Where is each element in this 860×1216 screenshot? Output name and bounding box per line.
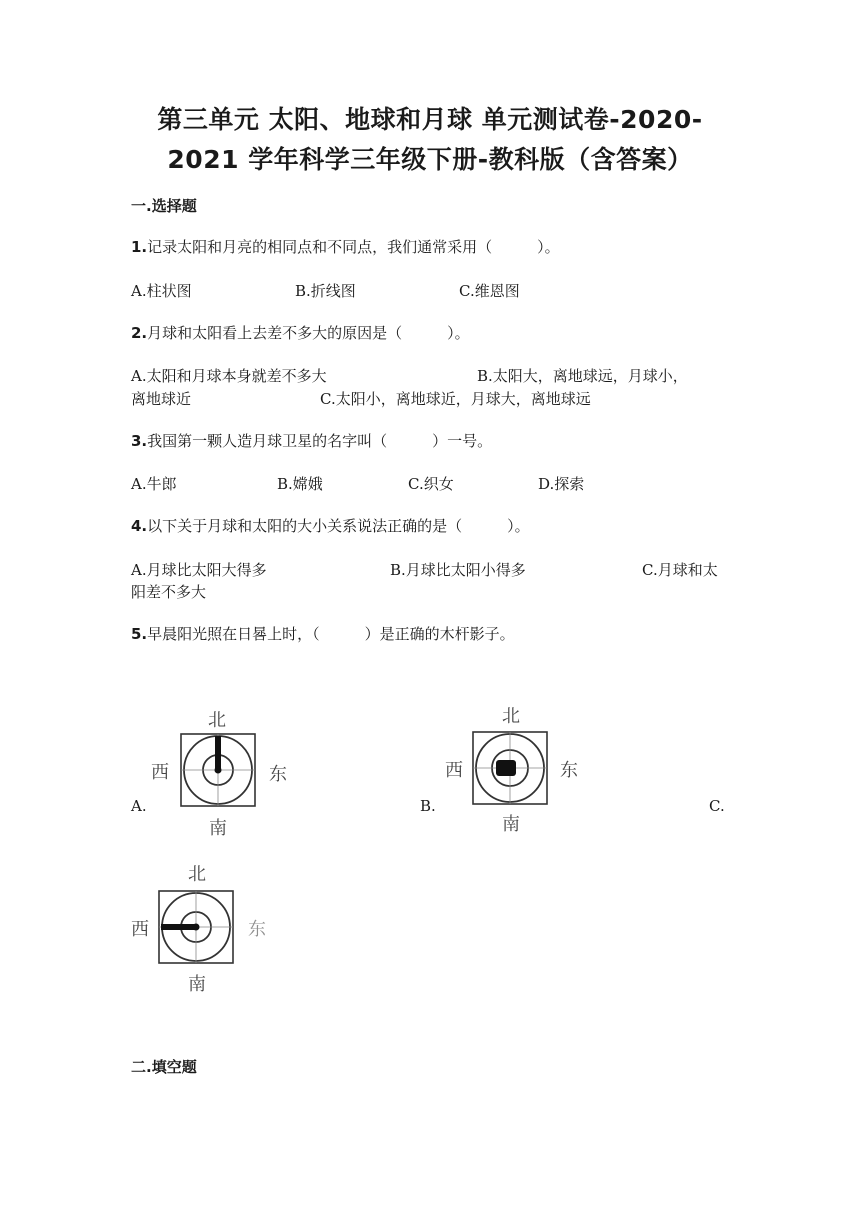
page-title-line2: 2021 学年科学三年级下册-教科版（含答案） [167,145,693,174]
question-text: 早晨阳光照在日晷上时，（ ）是正确的木杆影子。 [147,625,515,643]
q1-option-c: C.维恩图 [459,282,520,300]
q3-option-a: A.牛郎 [131,475,177,493]
q5-option-a: A. [131,797,147,815]
south-label: 南 [188,974,206,995]
question-text: 记录太阳和月亮的相同点和不同点，我们通常采用（ ）。 [147,238,560,256]
west-label: 西 [131,919,149,940]
q5-option-c: C. [709,797,725,815]
question-1 [131,236,560,257]
question-2 [131,322,470,343]
q4-option-c-cont: 阳差不多大 [131,583,207,601]
question-number: 3. [131,432,148,450]
question-number: 5. [131,625,148,643]
east-label: 东 [560,760,578,781]
q5-option-b: B. [420,797,436,815]
sundial-figure-c [128,858,278,998]
east-label: 东 [248,919,266,940]
question-3 [131,430,492,451]
question-5 [131,623,515,644]
north-label: 北 [188,864,206,885]
north-label: 北 [502,706,520,727]
q2-option-c: C.太阳小，离地球近，月球大，离地球远 [320,390,591,408]
west-label: 西 [445,760,463,781]
q2-option-b-cont: 离地球近 [131,390,192,408]
question-number: 1. [131,238,148,256]
question-text: 我国第一颗人造月球卫星的名字叫（ ）一号。 [147,432,493,450]
q3-option-d: D.探索 [538,475,585,493]
q3-option-b: B.嫦娥 [277,475,323,493]
sundial-figure-b [440,700,590,840]
q4-option-c: C.月球和太 [642,561,718,579]
q4-option-b: B.月球比太阳小得多 [390,561,526,579]
sundial-figure-a [148,700,298,840]
q2-option-a: A.太阳和月球本身就差不多大 [131,367,327,385]
gnomon-dot [215,767,222,774]
section-heading-fill: 二.填空题 [131,1058,197,1076]
south-label: 南 [209,818,227,839]
q4-option-a: A.月球比太阳大得多 [131,561,267,579]
shadow-mark [161,924,197,930]
q3-option-c: C.织女 [408,475,454,493]
east-label: 东 [269,764,287,785]
shadow-mark [496,760,516,776]
section-heading-choice: 一.选择题 [131,197,197,215]
question-4 [131,515,530,536]
q1-option-b: B.折线图 [295,282,356,300]
gnomon-dot [193,924,200,931]
west-label: 西 [151,762,169,783]
question-number: 4. [131,517,148,535]
q2-option-b: B.太阳大，离地球远，月球小， [477,367,688,385]
q1-option-a: A.柱状图 [131,282,192,300]
question-text: 月球和太阳看上去差不多大的原因是（ ）。 [147,324,470,342]
page-title-line1: 第三单元 太阳、地球和月球 单元测试卷-2020- [157,105,703,134]
question-number: 2. [131,324,148,342]
question-text: 以下关于月球和太阳的大小关系说法正确的是（ ）。 [147,517,530,535]
south-label: 南 [502,814,520,835]
north-label: 北 [208,710,226,731]
